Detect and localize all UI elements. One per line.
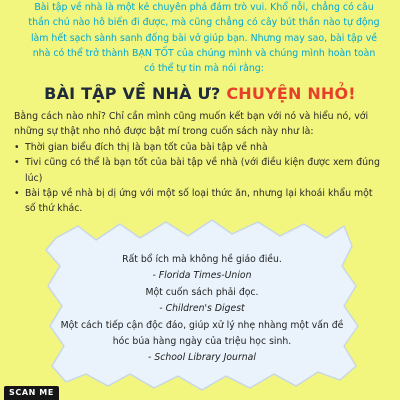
quote-text: Một cuốn sách phải đọc. [145, 286, 259, 298]
quote-text: Một cách tiếp cận độc đáo, giúp xử lý nhẹ nhàng một vấn đề hóc búa hàng ngày của triệu học sinh. [60, 319, 344, 348]
blurb-paragraph: Bài tập về nhà là một kẻ chuyên phá đám trò vui. Khổ nỗi, chẳng có câu thần chú nào hô biến đi được, mà cũng chẳng có cây bút thần nào tự động làm hết sạch sành sanh đống bài vở giúp bạn. Nhưng may sao, bài tập về nhà có thể trở thành BẠN TỐT của chúng mình và chúng mình hoàn toàn có thể tự tin mà nói rằng: [28, 2, 380, 75]
quote-source: - Florida Times-Union [152, 270, 252, 282]
bullet-item: • Thời gian biểu đích thị là bạn tốt của bài tập về nhà [14, 140, 386, 155]
scan-me-label[interactable]: SCAN ME [4, 386, 59, 400]
quote-text: Rất bổ ích mà không hề giáo điều. [122, 254, 282, 265]
quote-source: - School Library Journal [148, 352, 256, 364]
quote-source: - Children's Digest [159, 303, 245, 315]
heading-part-1: BÀI TẬP VỀ NHÀ Ư? [44, 84, 221, 103]
bullet-item: • Tivi cũng có thể là bạn tốt của bài tập về nhà (với điều kiện được xem đúng lúc) [14, 155, 386, 186]
review-quotes [60, 252, 344, 367]
intro-paragraph: Bằng cách nào nhỉ? Chỉ cần mình cũng muốn kết bạn với nó và hiểu nó, với những sự thật nho nhỏ được bật mí trong cuốn sách này như là: [14, 111, 369, 138]
heading-part-2: CHUYỆN NHỎ! [226, 84, 356, 103]
bullet-item: • Bài tập về nhà bị dị ứng với một số loại thức ăn, nhưng lại khoái khẩu một số thứ khác. [14, 186, 386, 217]
